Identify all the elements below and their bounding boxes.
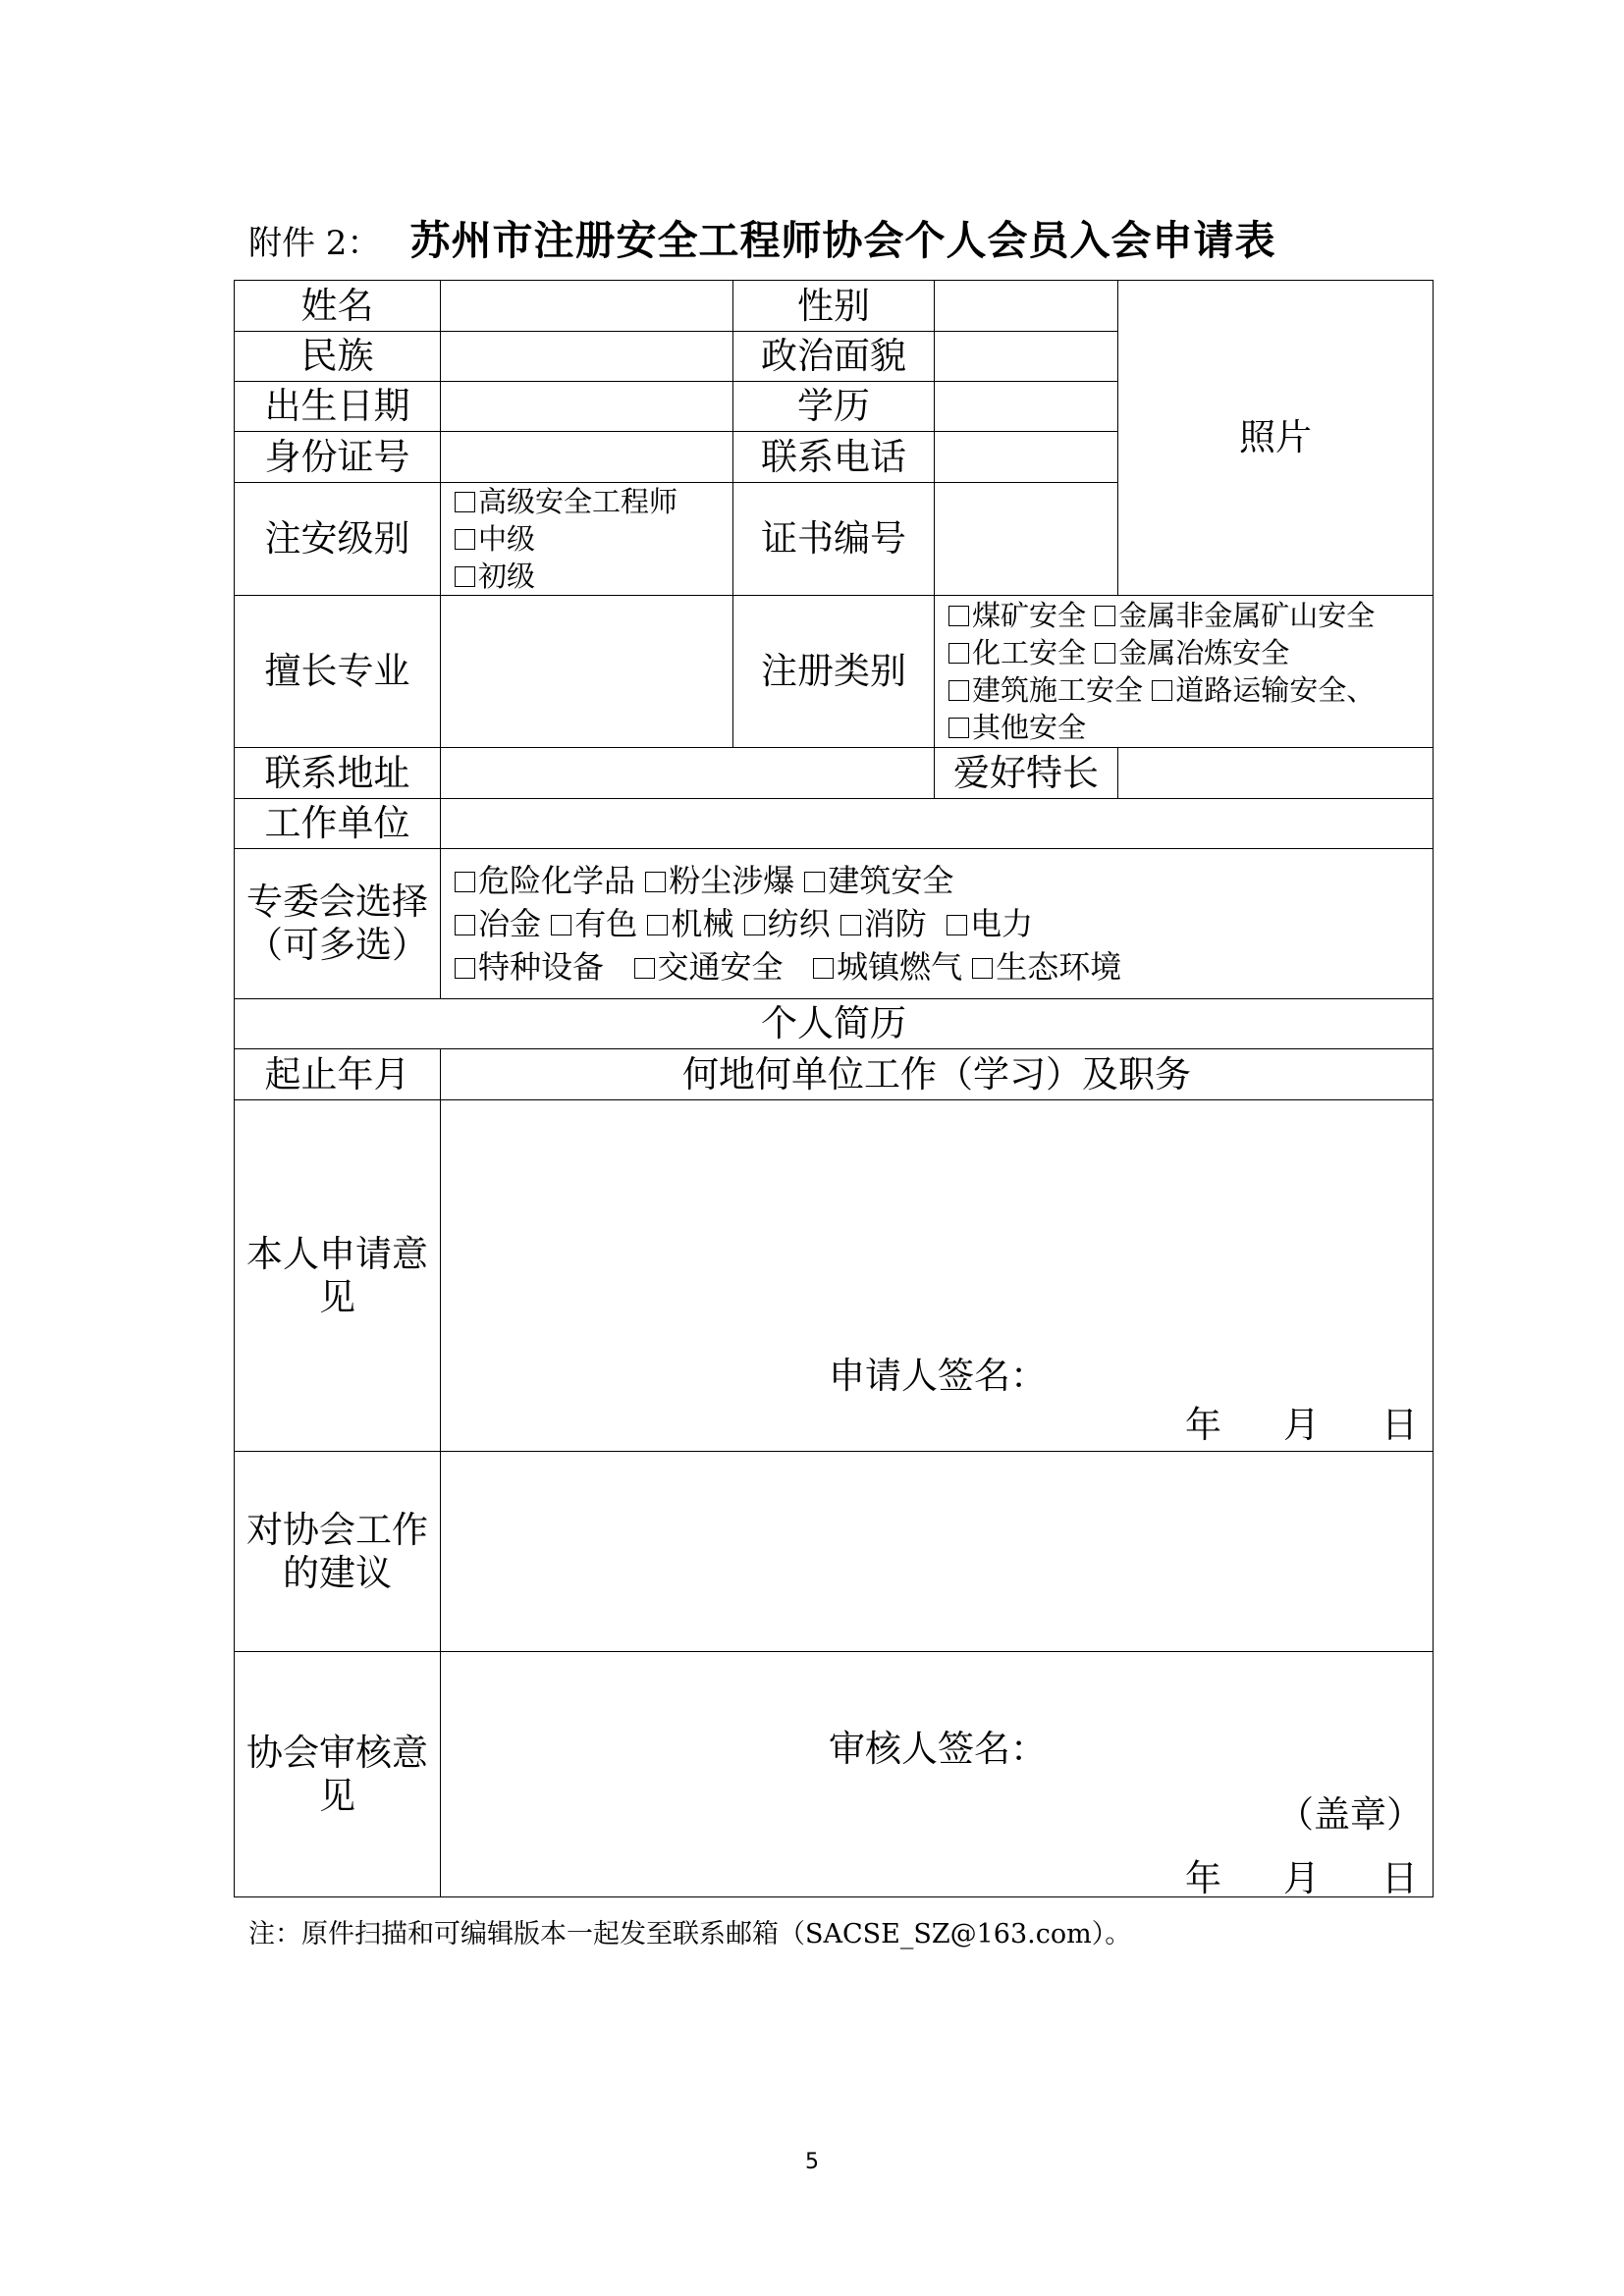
checkbox-icon[interactable] (455, 566, 475, 587)
name-label: 姓名 (235, 281, 441, 332)
cert-field[interactable] (935, 483, 1118, 596)
committee-option-line: 冶金 有色 机械 纺织 消防 电力 (455, 902, 1433, 945)
specialty-field[interactable] (441, 596, 733, 748)
education-label: 学历 (733, 382, 935, 432)
checkbox-icon[interactable] (455, 915, 475, 935)
committee-option-line: 危险化学品 粉尘涉爆 建筑安全 (455, 859, 1433, 902)
committee-option-line: 特种设备 交通安全 城镇燃气 生态环境 (455, 945, 1433, 988)
checkbox-icon[interactable] (972, 958, 993, 979)
suggestion-label: 对协会工作的建议 (235, 1452, 441, 1652)
checkbox-icon[interactable] (551, 915, 571, 935)
category-option-line: 其他安全 (948, 709, 1433, 746)
birthdate-label: 出生日期 (235, 382, 441, 432)
category-option-line: 煤矿安全 金属非金属矿山安全 (948, 597, 1433, 634)
employer-field[interactable] (441, 799, 1434, 849)
date-month: 月 (1283, 1857, 1320, 1899)
birthdate-field[interactable] (441, 382, 733, 432)
checkbox-icon[interactable] (813, 958, 834, 979)
checkbox-icon[interactable] (1152, 680, 1172, 701)
review-label: 协会审核意见 (235, 1652, 441, 1897)
address-field[interactable] (441, 748, 935, 799)
checkbox-icon[interactable] (455, 872, 475, 892)
committee-options (441, 849, 1434, 999)
ethnicity-label: 民族 (235, 332, 441, 382)
period-label: 起止年月 (235, 1049, 441, 1100)
category-label: 注册类别 (733, 596, 935, 748)
name-field[interactable] (441, 281, 733, 332)
level-options (441, 483, 733, 596)
checkbox-icon[interactable] (948, 718, 969, 738)
checkbox-icon[interactable] (840, 915, 861, 935)
checkbox-icon[interactable] (948, 643, 969, 664)
education-field[interactable] (935, 382, 1118, 432)
page-number: 5 (805, 2150, 819, 2174)
footnote: 注：原件扫描和可编辑版本一起发至联系邮箱（SACSE_SZ@163.com）。 (248, 1919, 1132, 1949)
committee-label: 专委会选择（可多选） (235, 849, 441, 999)
header (248, 208, 1275, 267)
checkbox-icon[interactable] (647, 915, 668, 935)
attachment-label: 附件 2： (248, 224, 381, 263)
level-label: 注安级别 (235, 483, 441, 596)
checkbox-icon[interactable] (948, 606, 969, 626)
self-opinion-label: 本人申请意见 (235, 1100, 441, 1452)
work-label: 何地何单位工作（学习）及职务 (441, 1049, 1434, 1100)
date-year: 年 (1185, 1404, 1221, 1446)
resume-header: 个人简历 (235, 999, 1434, 1049)
reviewer-signature-label: 审核人签名： (829, 1728, 1047, 1770)
category-option-line: 化工安全 金属冶炼安全 (948, 634, 1433, 671)
checkbox-icon[interactable] (455, 529, 475, 550)
review-field[interactable] (441, 1652, 1434, 1897)
gender-label: 性别 (733, 281, 935, 332)
address-label: 联系地址 (235, 748, 441, 799)
date-day: 日 (1381, 1857, 1418, 1899)
political-field[interactable] (935, 332, 1118, 382)
checkbox-icon[interactable] (455, 958, 475, 979)
level-option[interactable]: 高级安全工程师 (455, 483, 732, 520)
date-year: 年 (1185, 1857, 1221, 1899)
checkbox-icon[interactable] (744, 915, 765, 935)
phone-label: 联系电话 (733, 432, 935, 483)
checkbox-icon[interactable] (947, 915, 967, 935)
date-day: 日 (1381, 1404, 1418, 1446)
checkbox-icon[interactable] (804, 872, 825, 892)
level-option[interactable]: 初级 (455, 558, 732, 595)
hobby-field[interactable] (1118, 748, 1434, 799)
employer-label: 工作单位 (235, 799, 441, 849)
political-label: 政治面貌 (733, 332, 935, 382)
hobby-label: 爱好特长 (935, 748, 1118, 799)
gender-field[interactable] (935, 281, 1118, 332)
specialty-label: 擅长专业 (235, 596, 441, 748)
checkbox-icon[interactable] (645, 872, 666, 892)
phone-field[interactable] (935, 432, 1118, 483)
application-form (234, 280, 1434, 1897)
suggestion-field[interactable] (441, 1452, 1434, 1652)
seal-label: （盖章） (1277, 1793, 1423, 1836)
checkbox-icon[interactable] (1095, 606, 1115, 626)
id-field[interactable] (441, 432, 733, 483)
photo-label: 照片 (1239, 416, 1312, 458)
checkbox-icon[interactable] (1095, 643, 1115, 664)
category-options (935, 596, 1434, 748)
cert-label: 证书编号 (733, 483, 935, 596)
date-month: 月 (1283, 1404, 1320, 1446)
checkbox-icon[interactable] (948, 680, 969, 701)
level-option[interactable]: 中级 (455, 520, 732, 558)
checkbox-icon[interactable] (455, 492, 475, 512)
page-title: 苏州市注册安全工程师协会个人会员入会申请表 (409, 217, 1276, 264)
ethnicity-field[interactable] (441, 332, 733, 382)
category-option-line: 建筑施工安全 道路运输安全、 (948, 671, 1433, 709)
applicant-signature-label: 申请人签名： (829, 1355, 1047, 1397)
checkbox-icon[interactable] (634, 958, 655, 979)
photo-box[interactable] (1118, 281, 1434, 596)
self-opinion-field[interactable] (441, 1100, 1434, 1452)
id-label: 身份证号 (235, 432, 441, 483)
